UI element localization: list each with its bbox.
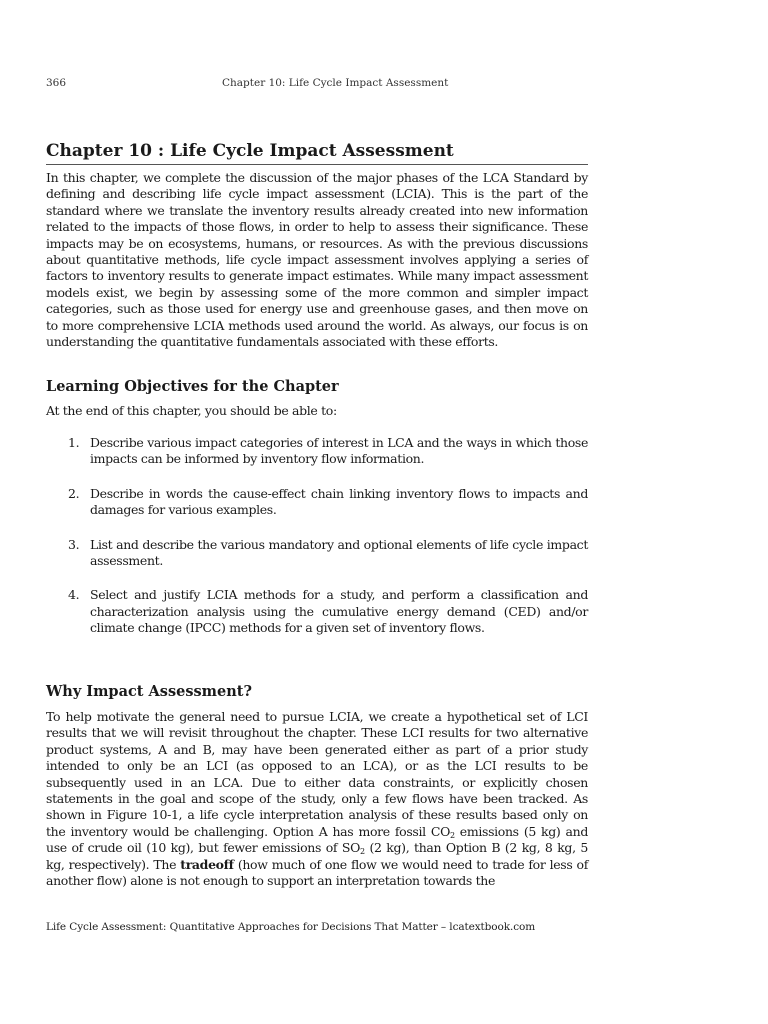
chapter-title: Chapter 10 : Life Cycle Impact Assessment xyxy=(46,140,588,165)
why-text-1: To help motivate the general need to pursue LCIA, we create a hypothetical set of LCI results that we will revisit throughout the chapter. These LCI results for two alternative product systems, A and B, may have been generated either as part of a prior study intended to only be an LCI (as opposed to an LCA), or as the LCI results to be subsequently used in an LCA. Due to either data constraints, or explicitly chosen statements in the goal and scope of the study, only a few flows have been tracked. As shown in Figure 10-1, a life cycle interpretation analysis of these results based only on the inventory would be challenging. Option A has more fossil CO xyxy=(46,709,588,839)
learning-objectives-heading: Learning Objectives for the Chapter xyxy=(46,378,339,395)
why-text-4: (how much of one flow we would need to trade for less of another flow) alone is not enough to support an interpretation towards the xyxy=(46,856,588,889)
intro-paragraph: In this chapter, we complete the discussion of the major phases of the LCA Standard by defining and describing life cycle impact assessment (LCIA). This is the part of the standard where we translate the inventory results already created into new information related to the impacts of those flows, in order to help to assess their significance. These impacts may be on ecosystems, humans, or resources. As with the previous discussions about quantitative methods, life cycle impact assessment involves applying a series of factors to inventory results to generate impact estimates. While many impact assessment models exist, we begin by assessing some of the more common and simpler impact categories, such as those used for energy use and greenhouse gases, and then move on to more comprehensive LCIA methods used around the world. As always, our focus is on understanding the quantitative fundamentals associated with these efforts. xyxy=(46,170,588,350)
why-text-2: emissions (5 kg) and use of crude oil (10 kg), but fewer emissions of SO xyxy=(46,823,588,856)
objective-text: Select and justify LCIA methods for a study, and perform a classification and characterization analysis using the cumulative energy demand (CED) and/or climate change (IPCC) methods for a given set of inventory flows. xyxy=(90,587,588,636)
tradeoff-term: tradeoff xyxy=(180,856,234,872)
objectives-lead: At the end of this chapter, you should be able to: xyxy=(46,403,337,418)
page-footer: Life Cycle Assessment: Quantitative Approaches for Decisions That Matter – lcatextbook.com xyxy=(46,921,536,933)
objective-item xyxy=(46,435,588,468)
page-number: 366 xyxy=(46,77,67,89)
objective-item xyxy=(46,537,588,570)
objective-number: 1. xyxy=(68,435,80,450)
why-impact-assessment-heading: Why Impact Assessment? xyxy=(46,683,252,700)
running-header xyxy=(46,77,588,91)
subscript-2: 2 xyxy=(449,830,455,840)
objectives-list xyxy=(46,435,588,637)
objective-text: List and describe the various mandatory and optional elements of life cycle impact assessment. xyxy=(90,536,588,569)
document-page xyxy=(46,0,588,1024)
why-text-3: (2 kg), than Option B (2 kg, 8 kg, 5 kg, respectively). The xyxy=(46,840,588,872)
why-paragraph xyxy=(46,709,588,889)
objective-text: Describe various impact categories of interest in LCA and the ways in which those impacts can be informed by inventory flow information. xyxy=(90,435,588,467)
objective-number: 4. xyxy=(68,587,80,603)
objective-text: Describe in words the cause-effect chain linking inventory flows to impacts and damages for various examples. xyxy=(90,485,588,518)
objective-number: 3. xyxy=(68,536,80,552)
objective-item xyxy=(46,486,588,519)
running-title: Chapter 10: Life Cycle Impact Assessment xyxy=(222,77,449,89)
objective-number: 2. xyxy=(68,485,80,501)
subscript-2: 2 xyxy=(360,847,365,857)
objective-item xyxy=(46,587,588,636)
